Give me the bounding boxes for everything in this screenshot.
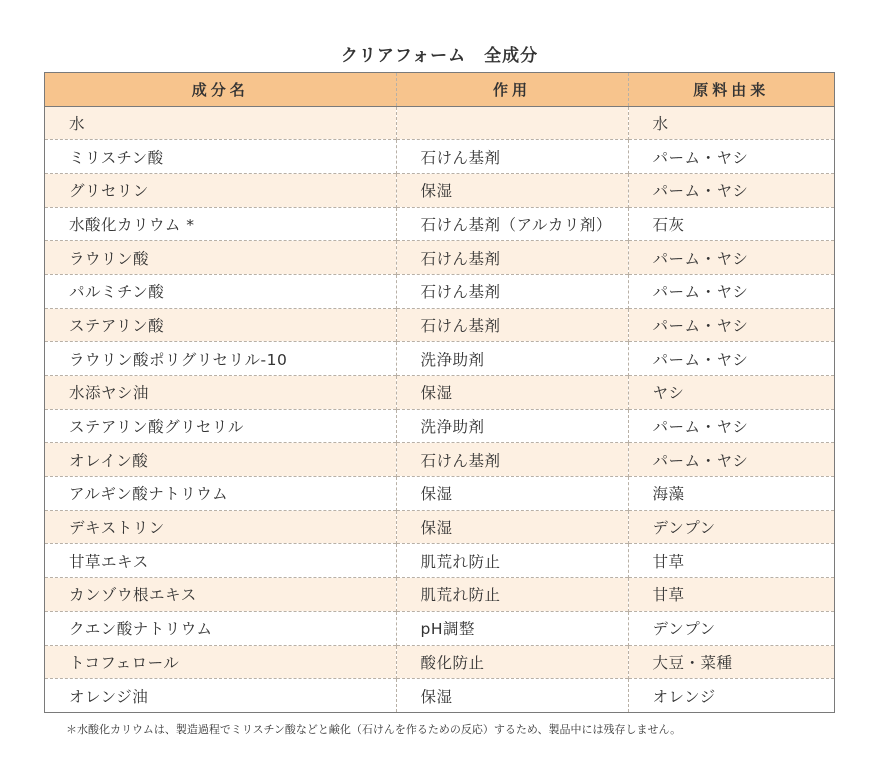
origin-cell: 海藻 [628,477,834,511]
origin-cell: パーム・ヤシ [628,409,834,443]
origin-cell: 石灰 [628,207,834,241]
origin-cell: ヤシ [628,376,834,410]
table-row [45,510,834,544]
table-row [45,173,834,207]
function-cell: 肌荒れ防止 [396,578,628,612]
function-cell: 保湿 [396,477,628,511]
origin-cell: パーム・ヤシ [628,173,834,207]
table-row [45,443,834,477]
ingredient-cell: ラウリン酸 [45,241,396,275]
ingredient-cell: オレイン酸 [45,443,396,477]
table-row [45,645,834,679]
table-row [45,679,834,713]
function-cell: 石けん基剤 [396,274,628,308]
ingredient-cell: パルミチン酸 [45,274,396,308]
ingredient-cell: デキストリン [45,510,396,544]
table-row [45,342,834,376]
page-title: クリアフォーム 全成分 [340,46,539,66]
ingredient-cell: クエン酸ナトリウム [45,611,396,645]
function-cell [396,106,628,140]
origin-cell: 甘草 [628,578,834,612]
ingredient-cell: ステアリン酸グリセリル [45,409,396,443]
table-row [45,477,834,511]
ingredients-table-frame [44,72,835,713]
header-ingredient: 成分名 [45,73,396,106]
ingredient-cell: グリセリン [45,173,396,207]
origin-cell: 大豆・菜種 [628,645,834,679]
origin-cell: 水 [628,106,834,140]
function-cell: 洗浄助剤 [396,409,628,443]
origin-cell: パーム・ヤシ [628,274,834,308]
function-cell: 保湿 [396,173,628,207]
ingredient-cell: ラウリン酸ポリグリセリル-10 [45,342,396,376]
origin-cell: パーム・ヤシ [628,241,834,275]
function-cell: 石けん基剤 [396,140,628,174]
ingredient-cell: ステアリン酸 [45,308,396,342]
origin-cell: デンプン [628,611,834,645]
origin-cell: 甘草 [628,544,834,578]
header-function: 作用 [396,73,628,106]
function-cell: 石けん基剤 [396,308,628,342]
function-cell: 保湿 [396,376,628,410]
table-row [45,274,834,308]
table-row [45,376,834,410]
function-cell: 石けん基剤 [396,241,628,275]
function-cell: 洗浄助剤 [396,342,628,376]
table-row [45,409,834,443]
ingredient-cell: ミリスチン酸 [45,140,396,174]
table-row [45,106,834,140]
table-row [45,611,834,645]
origin-cell: パーム・ヤシ [628,342,834,376]
ingredient-cell: 甘草エキス [45,544,396,578]
origin-cell: パーム・ヤシ [628,140,834,174]
function-cell: 酸化防止 [396,645,628,679]
ingredient-cell: アルギン酸ナトリウム [45,477,396,511]
origin-cell: パーム・ヤシ [628,443,834,477]
ingredient-cell: トコフェロール [45,645,396,679]
function-cell: 保湿 [396,510,628,544]
ingredient-cell: 水 [69,114,86,133]
function-cell: 石けん基剤 [396,443,628,477]
ingredient-cell: 水添ヤシ油 [45,376,396,410]
table-row [45,544,834,578]
table-row [45,308,834,342]
function-cell: pH調整 [396,611,628,645]
table-row [45,241,834,275]
ingredients-table [45,73,834,712]
table-row [45,207,834,241]
header-origin: 原料由来 [628,73,834,106]
footnote: ＊水酸化カリウムは、製造過程でミリスチン酸などと鹸化（石けんを作るための反応）するため、製品中には残存しません。 [66,723,682,736]
origin-cell: オレンジ [628,679,834,713]
function-cell: 保湿 [396,679,628,713]
table-row [45,578,834,612]
ingredient-cell: オレンジ油 [45,679,396,713]
ingredient-cell: カンゾウ根エキス [45,578,396,612]
function-cell: 肌荒れ防止 [396,544,628,578]
function-cell: 石けん基剤（アルカリ剤） [396,207,628,241]
table-header-row [45,73,834,106]
ingredient-cell: 水酸化カリウム * [45,207,396,241]
table-row [45,140,834,174]
origin-cell: デンプン [628,510,834,544]
origin-cell: パーム・ヤシ [628,308,834,342]
